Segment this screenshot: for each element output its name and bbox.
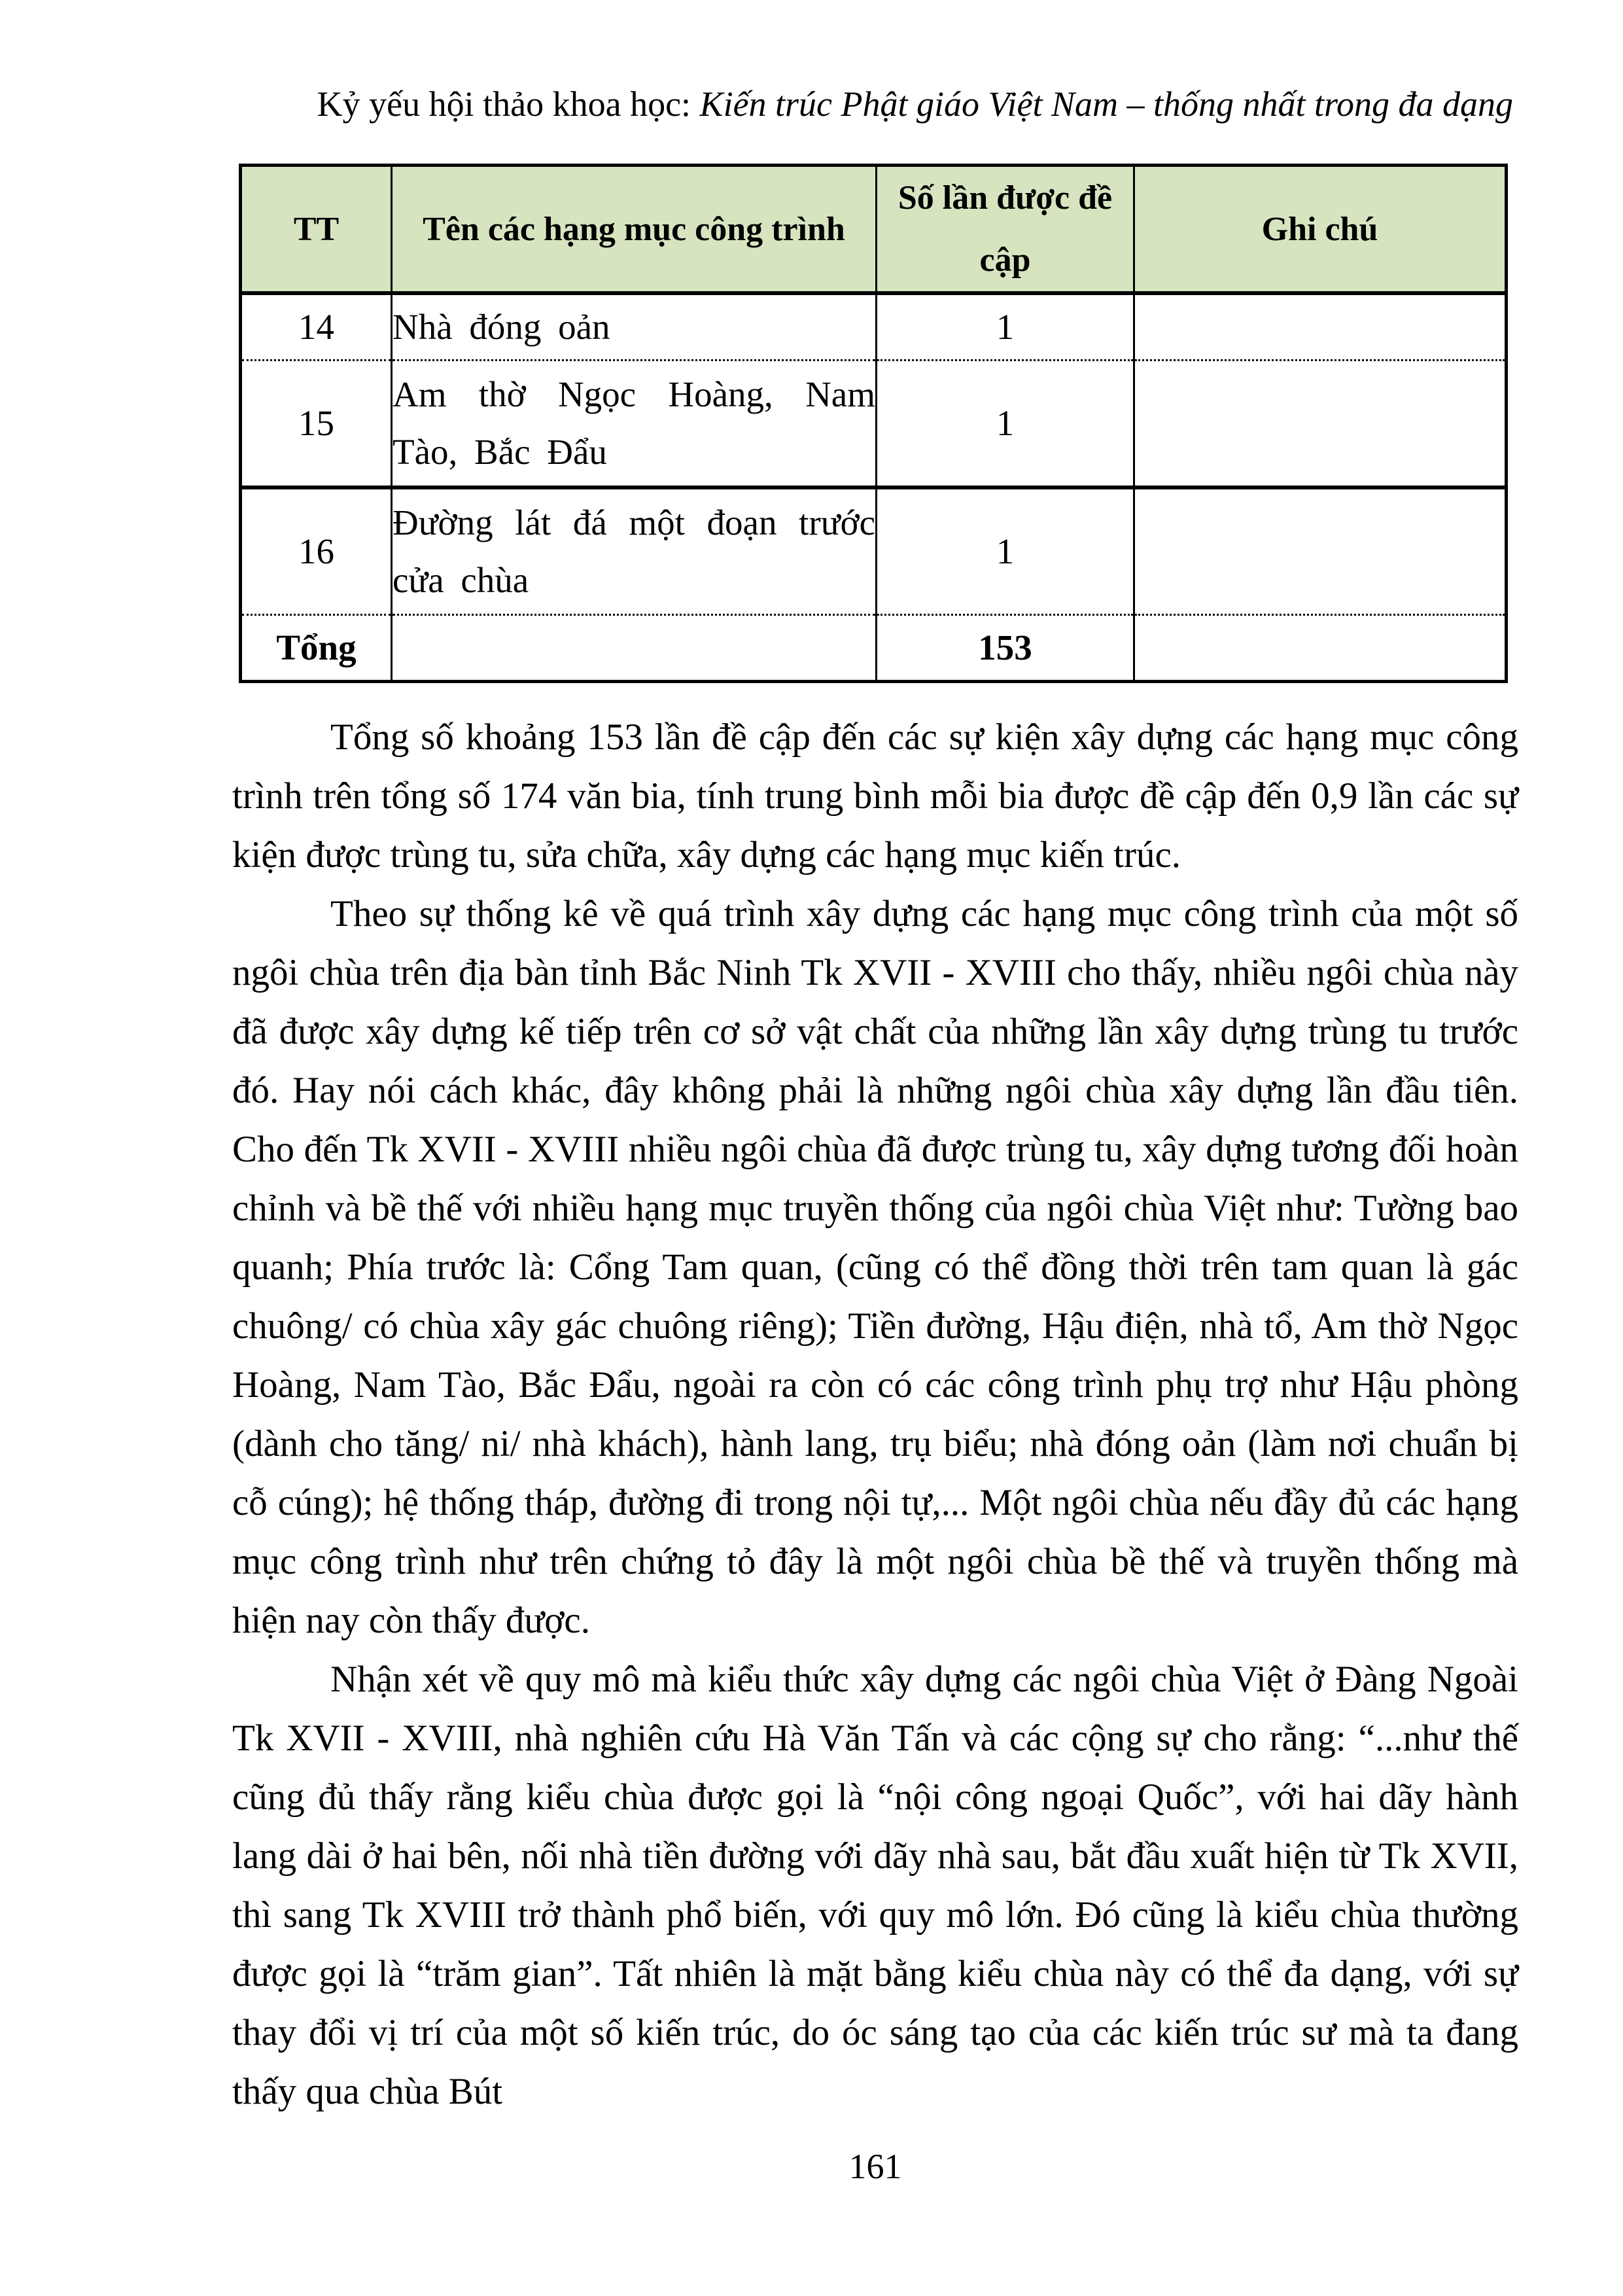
- column-header-count: Số lần được đề cập: [877, 166, 1134, 294]
- row14-tt: 14: [241, 293, 392, 361]
- total-name: [392, 615, 877, 682]
- paragraph-scholar-quote: Nhận xét về quy mô mà kiểu thức xây dựng các ngôi chùa Việt ở Đàng Ngoài Tk XVII - XVIII, nhà nghiên cứu Hà Văn Tấn và các cộng sự cho rằng: “...như thế cũng đủ thấy rằng kiểu chùa được gọi là “nội công ngoại Quốc”, với hai dãy hành lang dài ở hai bên, nối nhà tiền đường với dãy nhà sau, bắt đầu xuất hiện từ Tk XVII, thì sang Tk XVIII trở thành phổ biến, với quy mô lớn. Đó cũng là kiểu chùa thường được gọi là “trăm gian”. Tất nhiên là mặt bằng kiểu chùa này có thể đa dạng, với sự thay đổi vị trí của một số kiến trúc, do óc sáng tạo của các kiến trúc sư mà ta đang thấy qua chùa Bút: [232, 1659, 1518, 2112]
- row16-count: 1: [877, 487, 1134, 615]
- row15-name: Am thờ Ngọc Hoàng, Nam Tào, Bắc Đẩu: [392, 361, 877, 488]
- table-total-row: [241, 615, 1507, 682]
- running-header: [232, 84, 1513, 124]
- row16-note: [1134, 487, 1507, 615]
- row14-name: Nhà đóng oản: [392, 293, 877, 361]
- table-header-row: [241, 166, 1507, 294]
- table-row: [241, 361, 1507, 488]
- column-header-note: Ghi chú: [1134, 166, 1507, 294]
- paragraph-summary-153: Tổng số khoảng 153 lần đề cập đến các sự kiện xây dựng các hạng mục công trình trên tổng số 174 văn bia, tính trung bình mỗi bia được đề cập đến 0,9 lần các sự kiện được trùng tu, sửa chữa, xây dựng các hạng mục kiến trúc.: [232, 716, 1518, 875]
- row15-tt: 15: [241, 361, 392, 488]
- table-row: [241, 293, 1507, 361]
- total-count: 153: [877, 615, 1134, 682]
- paragraph-statistics-analysis: Theo sự thống kê về quá trình xây dựng các hạng mục công trình của một số ngôi chùa trên địa bàn tỉnh Bắc Ninh Tk XVII - XVIII cho thấy, nhiều ngôi chùa này đã được xây dựng kế tiếp trên cơ sở vật chất của những lần xây dựng trùng tu trước đó. Hay nói cách khác, đây không phải là những ngôi chùa xây dựng lần đầu tiên. Cho đến Tk XVII - XVIII nhiều ngôi chùa đã được trùng tu, xây dựng tương đối hoàn chỉnh và bề thế với nhiều hạng mục truyền thống của ngôi chùa Việt như: Tường bao quanh; Phía trước là: Cổng Tam quan, (cũng có thể đồng thời trên tam quan là gác chuông/ có chùa xây gác chuông riêng); Tiền đường, Hậu điện, nhà tổ, Am thờ Ngọc Hoàng, Nam Tào, Bắc Đẩu, ngoài ra còn có các công trình phụ trợ như Hậu phòng (dành cho tăng/ ni/ nhà khách), hành lang, trụ biểu; nhà đóng oản (làm nơi chuẩn bị cỗ cúng); hệ thống tháp, đường đi trong nội tự,... Một ngôi chùa nếu đầy đủ các hạng mục công trình như trên chứng tỏ đây là một ngôi chùa bề thế và truyền thống mà hiện nay còn thấy được.: [232, 893, 1518, 1641]
- row14-count: 1: [877, 293, 1134, 361]
- statistics-table: [239, 164, 1508, 683]
- row16-name: Đường lát đá một đoạn trước cửa chùa: [392, 487, 877, 615]
- total-label: Tổng: [241, 615, 392, 682]
- row16-tt: 16: [241, 487, 392, 615]
- running-header-prefix: Kỷ yếu hội thảo khoa học:: [317, 84, 700, 124]
- row15-count: 1: [877, 361, 1134, 488]
- row14-note: [1134, 293, 1507, 361]
- column-header-tt: TT: [241, 166, 392, 294]
- row15-note: [1134, 361, 1507, 488]
- total-note: [1134, 615, 1507, 682]
- running-header-title: Kiến trúc Phật giáo Việt Nam – thống nhất trong đa dạng: [699, 84, 1513, 124]
- column-header-name: Tên các hạng mục công trình: [392, 166, 877, 294]
- page-number: 161: [848, 2147, 902, 2186]
- statistics-table-wrapper: [239, 164, 1508, 683]
- body-text: [232, 708, 1518, 2121]
- table-row: [241, 487, 1507, 615]
